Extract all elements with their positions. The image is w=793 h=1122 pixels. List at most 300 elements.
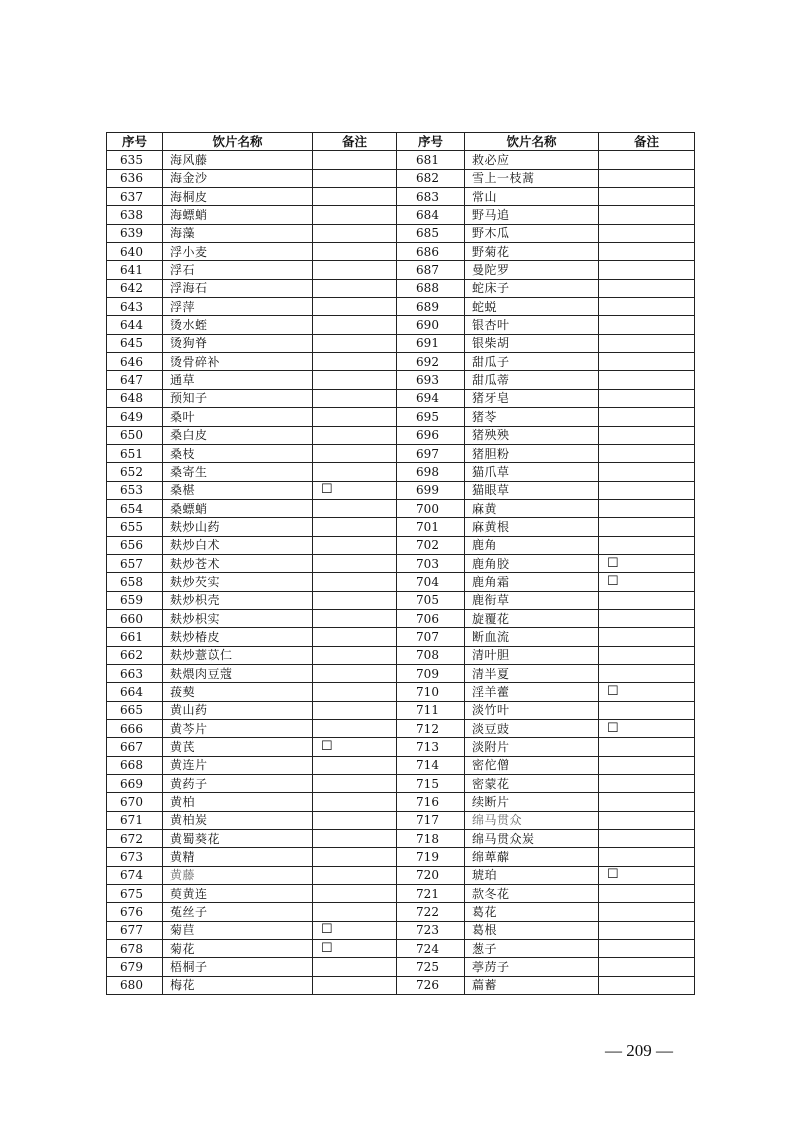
herb-name-right: 绵马贯众炭 <box>465 830 599 848</box>
seq-left: 648 <box>107 389 163 407</box>
seq-right: 691 <box>397 334 465 352</box>
remark-right <box>599 536 695 554</box>
seq-right: 706 <box>397 609 465 627</box>
remark-left <box>313 646 397 664</box>
remark-right <box>599 646 695 664</box>
remark-left <box>313 811 397 829</box>
seq-left: 668 <box>107 756 163 774</box>
seq-left: 658 <box>107 573 163 591</box>
seq-right: 725 <box>397 958 465 976</box>
herb-name-right: 常山 <box>465 188 599 206</box>
seq-right: 721 <box>397 885 465 903</box>
seq-left: 680 <box>107 976 163 994</box>
seq-left: 646 <box>107 353 163 371</box>
remark-right <box>599 518 695 536</box>
remark-left <box>313 885 397 903</box>
remark-left <box>313 976 397 994</box>
herb-name-left: 麸炒薏苡仁 <box>163 646 313 664</box>
remark-right <box>599 848 695 866</box>
herb-name-right: 鹿角胶 <box>465 554 599 572</box>
table-row <box>107 536 695 554</box>
herb-name-right: 鹿衔草 <box>465 591 599 609</box>
seq-right: 709 <box>397 664 465 682</box>
seq-right: 693 <box>397 371 465 389</box>
seq-left: 637 <box>107 188 163 206</box>
herb-name-right: 旋覆花 <box>465 609 599 627</box>
table-row <box>107 353 695 371</box>
remark-left <box>313 389 397 407</box>
seq-left: 635 <box>107 151 163 169</box>
herb-name-left: 麸炒芡实 <box>163 573 313 591</box>
herb-name-right: 葛花 <box>465 903 599 921</box>
seq-right: 690 <box>397 316 465 334</box>
seq-right: 701 <box>397 518 465 536</box>
herb-name-right: 银杏叶 <box>465 316 599 334</box>
herb-name-left: 黄柏 <box>163 793 313 811</box>
herb-name-left: 黄芩片 <box>163 720 313 738</box>
seq-left: 652 <box>107 463 163 481</box>
herb-name-left: 麸炒枳实 <box>163 609 313 627</box>
remark-right <box>599 224 695 242</box>
herb-name-left: 菊花 <box>163 940 313 958</box>
seq-right: 717 <box>397 811 465 829</box>
herb-name-right: 鹿角 <box>465 536 599 554</box>
table-row <box>107 811 695 829</box>
herb-name-left: 浮萍 <box>163 298 313 316</box>
seq-right: 688 <box>397 279 465 297</box>
remark-left <box>313 298 397 316</box>
remark-left <box>313 958 397 976</box>
header-name-right: 饮片名称 <box>465 133 599 151</box>
seq-right: 707 <box>397 628 465 646</box>
seq-left: 650 <box>107 426 163 444</box>
remark-left <box>313 499 397 517</box>
herb-name-right: 清半夏 <box>465 664 599 682</box>
herb-name-right: 野菊花 <box>465 243 599 261</box>
seq-right: 695 <box>397 408 465 426</box>
remark-left <box>313 316 397 334</box>
table-row <box>107 408 695 426</box>
herb-name-right: 野马追 <box>465 206 599 224</box>
herb-name-left: 浮石 <box>163 261 313 279</box>
seq-left: 641 <box>107 261 163 279</box>
herb-name-right: 密蒙花 <box>465 775 599 793</box>
table-row <box>107 279 695 297</box>
table-row <box>107 463 695 481</box>
seq-left: 636 <box>107 169 163 187</box>
seq-left: 655 <box>107 518 163 536</box>
herb-name-left: 麸煨肉豆蔻 <box>163 664 313 682</box>
herb-name-left: 桑寄生 <box>163 463 313 481</box>
herb-name-left: 萸黄连 <box>163 885 313 903</box>
seq-right: 692 <box>397 353 465 371</box>
herb-name-left: 浮小麦 <box>163 243 313 261</box>
seq-left: 675 <box>107 885 163 903</box>
remark-right <box>599 408 695 426</box>
seq-right: 704 <box>397 573 465 591</box>
seq-right: 708 <box>397 646 465 664</box>
table-row <box>107 775 695 793</box>
remark-left <box>313 169 397 187</box>
herb-name-left: 菝葜 <box>163 683 313 701</box>
seq-left: 662 <box>107 646 163 664</box>
header-remark-right: 备注 <box>599 133 695 151</box>
seq-right: 684 <box>397 206 465 224</box>
herb-name-left: 海桐皮 <box>163 188 313 206</box>
seq-right: 726 <box>397 976 465 994</box>
seq-left: 639 <box>107 224 163 242</box>
remark-left <box>313 903 397 921</box>
seq-right: 718 <box>397 830 465 848</box>
remark-left <box>313 334 397 352</box>
remark-right <box>599 591 695 609</box>
herb-name-right: 蛇床子 <box>465 279 599 297</box>
table-row <box>107 224 695 242</box>
remark-right <box>599 664 695 682</box>
table-row <box>107 499 695 517</box>
header-name-left: 饮片名称 <box>163 133 313 151</box>
remark-right <box>599 243 695 261</box>
remark-right <box>599 976 695 994</box>
seq-right: 682 <box>397 169 465 187</box>
remark-left <box>313 463 397 481</box>
remark-left <box>313 720 397 738</box>
herb-name-right: 麻黄根 <box>465 518 599 536</box>
remark-right <box>599 316 695 334</box>
remark-right <box>599 188 695 206</box>
remark-right <box>599 261 695 279</box>
herb-name-left: 海金沙 <box>163 169 313 187</box>
remark-checkbox-icon: ☐ <box>313 481 397 499</box>
remark-right <box>599 206 695 224</box>
remark-checkbox-icon: ☐ <box>313 921 397 939</box>
herb-name-left: 预知子 <box>163 389 313 407</box>
table-row <box>107 683 695 701</box>
seq-left: 673 <box>107 848 163 866</box>
remark-checkbox-icon: ☐ <box>599 866 695 884</box>
herb-name-right: 猪牙皂 <box>465 389 599 407</box>
herb-name-left: 烫骨碎补 <box>163 353 313 371</box>
seq-right: 710 <box>397 683 465 701</box>
herb-name-left: 麸炒白术 <box>163 536 313 554</box>
seq-right: 723 <box>397 921 465 939</box>
herb-name-left: 麸炒苍术 <box>163 554 313 572</box>
herb-name-right: 猪殃殃 <box>465 426 599 444</box>
remark-right <box>599 463 695 481</box>
herb-name-right: 猪胆粉 <box>465 444 599 462</box>
herb-name-right: 曼陀罗 <box>465 261 599 279</box>
table-row <box>107 591 695 609</box>
remark-left <box>313 279 397 297</box>
table-row <box>107 481 695 499</box>
remark-checkbox-icon: ☐ <box>599 720 695 738</box>
herb-name-right: 款冬花 <box>465 885 599 903</box>
seq-left: 653 <box>107 481 163 499</box>
remark-left <box>313 664 397 682</box>
herb-name-right: 葛根 <box>465 921 599 939</box>
seq-right: 687 <box>397 261 465 279</box>
table-row <box>107 885 695 903</box>
table-row <box>107 866 695 884</box>
herb-name-left: 海风藤 <box>163 151 313 169</box>
seq-left: 660 <box>107 609 163 627</box>
herb-name-right: 绵马贯众 <box>465 811 599 829</box>
herb-name-right: 淡豆豉 <box>465 720 599 738</box>
seq-left: 659 <box>107 591 163 609</box>
remark-checkbox-icon: ☐ <box>313 940 397 958</box>
remark-left <box>313 573 397 591</box>
remark-left <box>313 444 397 462</box>
seq-right: 694 <box>397 389 465 407</box>
remark-left <box>313 628 397 646</box>
seq-left: 666 <box>107 720 163 738</box>
table-row <box>107 261 695 279</box>
remark-right <box>599 279 695 297</box>
table-row <box>107 371 695 389</box>
remark-right <box>599 444 695 462</box>
herb-name-right: 救必应 <box>465 151 599 169</box>
remark-right <box>599 958 695 976</box>
table-row <box>107 738 695 756</box>
seq-right: 713 <box>397 738 465 756</box>
table-row <box>107 701 695 719</box>
table-row <box>107 573 695 591</box>
seq-right: 705 <box>397 591 465 609</box>
herb-name-left: 黄蜀葵花 <box>163 830 313 848</box>
seq-left: 642 <box>107 279 163 297</box>
seq-left: 664 <box>107 683 163 701</box>
remark-left <box>313 536 397 554</box>
remark-right <box>599 903 695 921</box>
seq-left: 654 <box>107 499 163 517</box>
page-number: — 209 — <box>605 1041 673 1060</box>
table-row <box>107 646 695 664</box>
remark-left <box>313 554 397 572</box>
table-row <box>107 206 695 224</box>
remark-checkbox-icon: ☐ <box>313 738 397 756</box>
herb-name-right: 断血流 <box>465 628 599 646</box>
herb-name-left: 黄连片 <box>163 756 313 774</box>
remark-right <box>599 756 695 774</box>
table-row <box>107 848 695 866</box>
herb-name-left: 桑枝 <box>163 444 313 462</box>
herb-list-table <box>106 132 695 995</box>
seq-right: 716 <box>397 793 465 811</box>
herb-name-left: 通草 <box>163 371 313 389</box>
table-row <box>107 793 695 811</box>
remark-right <box>599 169 695 187</box>
remark-checkbox-icon: ☐ <box>599 554 695 572</box>
seq-right: 696 <box>397 426 465 444</box>
table-row <box>107 976 695 994</box>
herb-name-right: 葱子 <box>465 940 599 958</box>
remark-right <box>599 793 695 811</box>
seq-right: 685 <box>397 224 465 242</box>
seq-left: 678 <box>107 940 163 958</box>
herb-name-left: 黄药子 <box>163 775 313 793</box>
herb-name-left: 黄精 <box>163 848 313 866</box>
seq-left: 672 <box>107 830 163 848</box>
seq-right: 700 <box>397 499 465 517</box>
remark-left <box>313 518 397 536</box>
table-row <box>107 830 695 848</box>
seq-right: 722 <box>397 903 465 921</box>
seq-right: 702 <box>397 536 465 554</box>
table-row <box>107 169 695 187</box>
table-row <box>107 426 695 444</box>
herb-name-right: 猪苓 <box>465 408 599 426</box>
remark-left <box>313 609 397 627</box>
herb-name-right: 葶苈子 <box>465 958 599 976</box>
table-row <box>107 518 695 536</box>
remark-right <box>599 885 695 903</box>
seq-right: 714 <box>397 756 465 774</box>
remark-right <box>599 371 695 389</box>
seq-left: 661 <box>107 628 163 646</box>
remark-left <box>313 848 397 866</box>
table-row <box>107 316 695 334</box>
remark-left <box>313 243 397 261</box>
remark-right <box>599 628 695 646</box>
header-seq-right: 序号 <box>397 133 465 151</box>
seq-left: 669 <box>107 775 163 793</box>
seq-right: 681 <box>397 151 465 169</box>
seq-left: 644 <box>107 316 163 334</box>
herb-name-left: 浮海石 <box>163 279 313 297</box>
herb-name-left: 黄藤 <box>163 866 313 884</box>
table-row <box>107 664 695 682</box>
seq-right: 719 <box>397 848 465 866</box>
remark-right <box>599 609 695 627</box>
seq-left: 671 <box>107 811 163 829</box>
table-row <box>107 334 695 352</box>
seq-right: 720 <box>397 866 465 884</box>
seq-right: 703 <box>397 554 465 572</box>
seq-left: 667 <box>107 738 163 756</box>
table-row <box>107 921 695 939</box>
seq-left: 670 <box>107 793 163 811</box>
herb-name-right: 鹿角霜 <box>465 573 599 591</box>
herb-name-left: 黄山药 <box>163 701 313 719</box>
table-row <box>107 756 695 774</box>
table-row <box>107 444 695 462</box>
seq-left: 640 <box>107 243 163 261</box>
seq-left: 677 <box>107 921 163 939</box>
table-row <box>107 609 695 627</box>
table-row <box>107 188 695 206</box>
remark-left <box>313 353 397 371</box>
herb-name-left: 海藻 <box>163 224 313 242</box>
remark-right <box>599 811 695 829</box>
herb-name-right: 雪上一枝蒿 <box>465 169 599 187</box>
seq-right: 699 <box>397 481 465 499</box>
remark-right <box>599 940 695 958</box>
remark-left <box>313 224 397 242</box>
table-row <box>107 720 695 738</box>
remark-checkbox-icon: ☐ <box>599 573 695 591</box>
seq-left: 656 <box>107 536 163 554</box>
herb-name-right: 蛇蜕 <box>465 298 599 316</box>
remark-left <box>313 151 397 169</box>
remark-left <box>313 408 397 426</box>
herb-name-right: 萹蓄 <box>465 976 599 994</box>
herb-name-left: 菊苣 <box>163 921 313 939</box>
seq-right: 724 <box>397 940 465 958</box>
seq-right: 715 <box>397 775 465 793</box>
remark-right <box>599 353 695 371</box>
herb-name-right: 野木瓜 <box>465 224 599 242</box>
remark-right <box>599 334 695 352</box>
remark-right <box>599 298 695 316</box>
herb-name-left: 桑螵蛸 <box>163 499 313 517</box>
remark-right <box>599 151 695 169</box>
remark-left <box>313 830 397 848</box>
herb-name-left: 黄芪 <box>163 738 313 756</box>
herb-name-right: 清叶胆 <box>465 646 599 664</box>
seq-left: 674 <box>107 866 163 884</box>
seq-right: 698 <box>397 463 465 481</box>
remark-right <box>599 426 695 444</box>
remark-left <box>313 775 397 793</box>
remark-left <box>313 206 397 224</box>
seq-left: 638 <box>107 206 163 224</box>
seq-left: 643 <box>107 298 163 316</box>
table-row <box>107 940 695 958</box>
remark-right <box>599 830 695 848</box>
seq-left: 665 <box>107 701 163 719</box>
herb-name-right: 淡竹叶 <box>465 701 599 719</box>
table-row <box>107 958 695 976</box>
seq-right: 686 <box>397 243 465 261</box>
remark-left <box>313 701 397 719</box>
herb-name-right: 甜瓜蒂 <box>465 371 599 389</box>
remark-left <box>313 683 397 701</box>
remark-right <box>599 389 695 407</box>
remark-left <box>313 591 397 609</box>
table-row <box>107 554 695 572</box>
table-row <box>107 298 695 316</box>
header-seq-left: 序号 <box>107 133 163 151</box>
herb-name-left: 海螵蛸 <box>163 206 313 224</box>
seq-right: 711 <box>397 701 465 719</box>
remark-right <box>599 701 695 719</box>
seq-left: 651 <box>107 444 163 462</box>
seq-right: 683 <box>397 188 465 206</box>
herb-name-right: 银柴胡 <box>465 334 599 352</box>
herb-name-right: 猫眼草 <box>465 481 599 499</box>
remark-checkbox-icon: ☐ <box>599 683 695 701</box>
herb-name-left: 桑白皮 <box>163 426 313 444</box>
table-row <box>107 628 695 646</box>
herb-name-left: 梧桐子 <box>163 958 313 976</box>
seq-left: 679 <box>107 958 163 976</box>
table-row <box>107 151 695 169</box>
header-remark-left: 备注 <box>313 133 397 151</box>
herb-name-left: 黄柏炭 <box>163 811 313 829</box>
herb-name-right: 猫爪草 <box>465 463 599 481</box>
table-row <box>107 903 695 921</box>
seq-left: 663 <box>107 664 163 682</box>
remark-left <box>313 866 397 884</box>
herb-name-right: 密佗僧 <box>465 756 599 774</box>
herb-name-left: 麸炒椿皮 <box>163 628 313 646</box>
herb-name-left: 菟丝子 <box>163 903 313 921</box>
remark-left <box>313 188 397 206</box>
herb-name-right: 淡附片 <box>465 738 599 756</box>
herb-name-left: 桑叶 <box>163 408 313 426</box>
seq-left: 676 <box>107 903 163 921</box>
herb-name-right: 甜瓜子 <box>465 353 599 371</box>
